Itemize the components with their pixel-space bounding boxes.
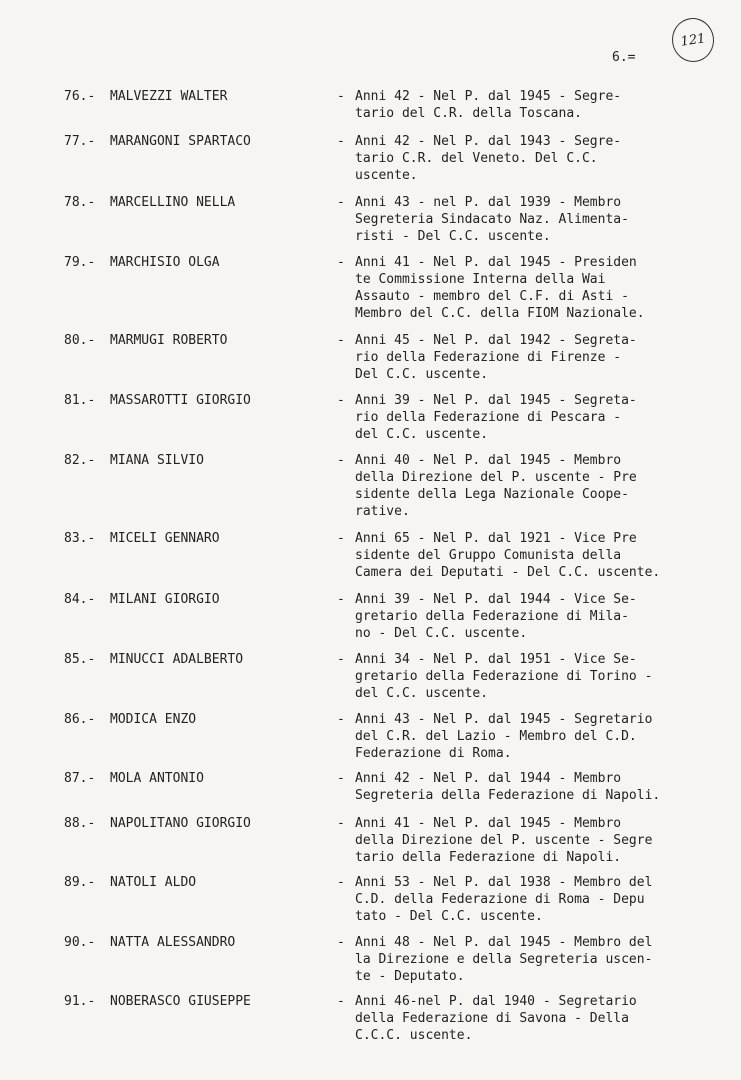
description-line: Anni 45 - Nel P. dal 1942 - Segreta- (355, 333, 637, 348)
entry-number: 84.- (64, 592, 96, 607)
description-line: Anni 42 - Nel P. dal 1945 - Segre- (355, 89, 622, 104)
separator-dash: - (337, 592, 345, 607)
entry-number: 91.- (64, 994, 96, 1009)
description-line: Anni 42 - Nel P. dal 1943 - Segre- (355, 134, 622, 149)
separator-dash: - (337, 652, 345, 667)
member-name: MOLA ANTONIO (110, 771, 204, 786)
entry-number: 79.- (64, 255, 96, 270)
member-name: NATTA ALESSANDRO (110, 935, 236, 950)
description-line: tario della Federazione di Napoli. (355, 850, 622, 865)
member-name: MARCELLINO NELLA (110, 195, 236, 210)
member-name: NOBERASCO GIUSEPPE (110, 994, 251, 1009)
entry-number: 86.- (64, 712, 96, 727)
description-line: Federazione di Roma. (355, 746, 512, 761)
description-line: della Federazione di Savona - Della (355, 1011, 629, 1026)
description-line: no - Del C.C. uscente. (355, 626, 528, 641)
member-name: NATOLI ALDO (110, 875, 197, 890)
description-line: Anni 48 - Nel P. dal 1945 - Membro del (355, 935, 653, 950)
member-description (355, 332, 705, 383)
separator-dash: - (337, 994, 345, 1009)
entry-number: 82.- (64, 453, 96, 468)
description-line: Camera dei Deputati - Del C.C. uscente. (355, 565, 661, 580)
entry-number: 85.- (64, 652, 96, 667)
member-description (355, 452, 705, 520)
member-name: MILANI GIORGIO (110, 592, 220, 607)
description-line: C.C.C. uscente. (355, 1028, 473, 1043)
description-line: Anni 34 - Nel P. dal 1951 - Vice Se- (355, 652, 637, 667)
archive-stamp: 121 (669, 15, 717, 64)
entry-number: 87.- (64, 771, 96, 786)
description-line: tario del C.R. della Toscana. (355, 106, 582, 121)
member-description (355, 88, 705, 122)
description-line: tario C.R. del Veneto. Del C.C. (355, 151, 598, 166)
member-name: MARCHISIO OLGA (110, 255, 220, 270)
member-name: MINUCCI ADALBERTO (110, 652, 244, 667)
description-line: del C.C. uscente. (355, 427, 489, 442)
description-line: Anni 39 - Nel P. dal 1944 - Vice Se- (355, 592, 637, 607)
description-line: sidente del Gruppo Comunista della (355, 548, 622, 563)
separator-dash: - (337, 935, 345, 950)
separator-dash: - (337, 393, 345, 408)
separator-dash: - (337, 453, 345, 468)
member-description (355, 993, 705, 1044)
description-line: te - Deputato. (355, 969, 465, 984)
member-description (355, 133, 705, 184)
description-line: tato - Del C.C. uscente. (355, 909, 543, 924)
description-line: Membro del C.C. della FIOM Nazionale. (355, 306, 645, 321)
member-description (355, 591, 705, 642)
description-line: rio della Federazione di Pescara - (355, 410, 622, 425)
separator-dash: - (337, 712, 345, 727)
description-line: Anni 41 - Nel P. dal 1945 - Membro (355, 816, 622, 831)
member-name: MASSAROTTI GIORGIO (110, 393, 251, 408)
separator-dash: - (337, 89, 345, 104)
description-line: risti - Del C.C. uscente. (355, 229, 551, 244)
entry-number: 80.- (64, 333, 96, 348)
description-line: gretario della Federazione di Torino - (355, 669, 653, 684)
entry-number: 88.- (64, 816, 96, 831)
member-description (355, 392, 705, 443)
entry-number: 83.- (64, 531, 96, 546)
entry-number: 89.- (64, 875, 96, 890)
page-number: 6.= (612, 50, 636, 65)
member-description (355, 254, 705, 322)
member-description (355, 651, 705, 702)
description-line: sidente della Lega Nazionale Coope- (355, 487, 629, 502)
description-line: Anni 46-nel P. dal 1940 - Segretario (355, 994, 637, 1009)
member-name: MALVEZZI WALTER (110, 89, 228, 104)
member-description (355, 530, 705, 581)
member-name: MARMUGI ROBERTO (110, 333, 228, 348)
member-description (355, 934, 705, 985)
member-description (355, 874, 705, 925)
description-line: Anni 39 - Nel P. dal 1945 - Segreta- (355, 393, 637, 408)
description-line: rio della Federazione di Firenze - (355, 350, 622, 365)
member-description (355, 194, 705, 245)
description-line: Segreteria della Federazione di Napoli. (355, 788, 661, 803)
description-line: te Commissione Interna della Wai (355, 272, 606, 287)
member-name: NAPOLITANO GIORGIO (110, 816, 251, 831)
entry-number: 78.- (64, 195, 96, 210)
separator-dash: - (337, 816, 345, 831)
member-name: MODICA ENZO (110, 712, 197, 727)
member-description (355, 711, 705, 762)
description-line: Anni 53 - Nel P. dal 1938 - Membro del (355, 875, 653, 890)
description-line: la Direzione e della Segreteria uscen- (355, 952, 653, 967)
description-line: Anni 40 - Nel P. dal 1945 - Membro (355, 453, 622, 468)
separator-dash: - (337, 531, 345, 546)
description-line: Del C.C. uscente. (355, 367, 489, 382)
separator-dash: - (337, 771, 345, 786)
description-line: Anni 43 - Nel P. dal 1945 - Segretario (355, 712, 653, 727)
separator-dash: - (337, 134, 345, 149)
description-line: Anni 41 - Nel P. dal 1945 - Presiden (355, 255, 637, 270)
separator-dash: - (337, 875, 345, 890)
description-line: della Direzione del P. uscente - Segre (355, 833, 653, 848)
description-line: del C.C. uscente. (355, 686, 489, 701)
description-line: del C.R. del Lazio - Membro del C.D. (355, 729, 637, 744)
separator-dash: - (337, 333, 345, 348)
description-line: C.D. della Federazione di Roma - Depu (355, 892, 645, 907)
description-line: Assauto - membro del C.F. di Asti - (355, 289, 629, 304)
separator-dash: - (337, 195, 345, 210)
entry-number: 81.- (64, 393, 96, 408)
member-name: MIANA SILVIO (110, 453, 204, 468)
entry-number: 90.- (64, 935, 96, 950)
description-line: Segreteria Sindacato Naz. Alimenta- (355, 212, 629, 227)
description-line: uscente. (355, 168, 418, 183)
description-line: Anni 65 - Nel P. dal 1921 - Vice Pre (355, 531, 637, 546)
member-name: MICELI GENNARO (110, 531, 220, 546)
description-line: Anni 42 - Nel P. dal 1944 - Membro (355, 771, 622, 786)
member-description (355, 770, 705, 804)
description-line: Anni 43 - nel P. dal 1939 - Membro (355, 195, 622, 210)
entry-number: 77.- (64, 134, 96, 149)
description-line: gretario della Federazione di Mila- (355, 609, 629, 624)
entry-number: 76.- (64, 89, 96, 104)
member-name: MARANGONI SPARTACO (110, 134, 251, 149)
separator-dash: - (337, 255, 345, 270)
description-line: della Direzione del P. uscente - Pre (355, 470, 637, 485)
description-line: rative. (355, 504, 410, 519)
member-description (355, 815, 705, 866)
